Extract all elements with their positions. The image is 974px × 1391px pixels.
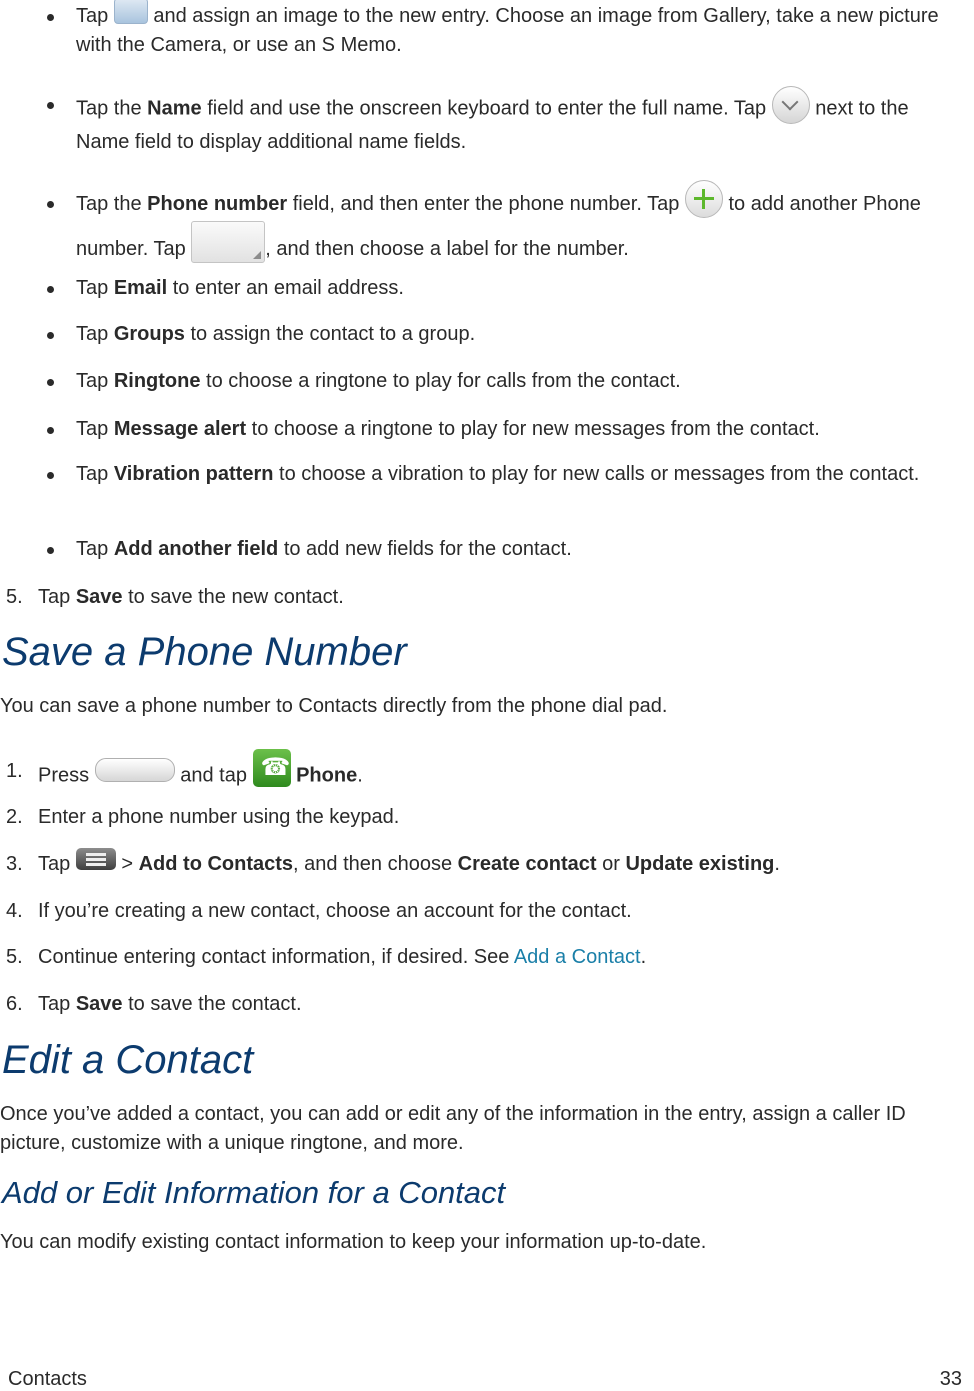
bullet-bold: Ringtone — [113, 370, 201, 392]
step-item — [0, 757, 960, 795]
step-text: . — [640, 946, 647, 968]
bullet-text: Tap — [76, 277, 114, 299]
bullet-dot — [47, 102, 54, 109]
step-number: 4. — [6, 900, 23, 922]
step-text: Tap — [38, 853, 76, 875]
bullet-text: to add new fields for the contact. — [278, 538, 572, 560]
bullet-text: Tap the — [76, 97, 148, 120]
plus-icon — [685, 180, 723, 218]
bullet-text: to choose a ringtone to play for calls from the contact. — [200, 370, 681, 392]
step-text: Enter a phone number using the keypad. — [38, 806, 400, 828]
bullet-dot — [47, 201, 54, 208]
bullet-dot — [47, 472, 54, 479]
bullet-bold: Phone number — [147, 193, 288, 215]
step-number: 3. — [6, 853, 23, 875]
step-text: If you’re creating a new contact, choose an account for the contact. — [38, 900, 632, 922]
section-intro: Once you’ve added a contact, you can add or edit any of the information in the entry, assign a caller ID picture, customize with a unique ringtone, and more. — [0, 1103, 906, 1154]
menu-key-icon — [76, 848, 116, 870]
step-item — [0, 803, 960, 832]
step-text: . — [357, 764, 363, 787]
bullet-dot — [47, 14, 54, 21]
step-text: and tap — [174, 764, 253, 787]
bullet-bold: Groups — [113, 323, 185, 345]
step-text: or — [596, 853, 626, 875]
bullet-bold: Vibration pattern — [113, 463, 274, 485]
step-bold: Create contact — [457, 853, 597, 875]
step-bold: Phone — [296, 764, 358, 787]
contact-image-icon — [114, 0, 148, 24]
step-bold: Update existing — [625, 853, 775, 875]
bullet-text: to assign the contact to a group. — [184, 323, 476, 345]
bullet-text: , and then choose a label for the number. — [265, 238, 629, 260]
bullet-item — [48, 182, 948, 272]
step-item — [0, 943, 960, 972]
bullet-text: to choose a ringtone to play for new messages from the contact. — [246, 418, 820, 440]
step-number: 6. — [6, 993, 23, 1015]
bullet-bold: Name — [147, 97, 202, 120]
bullet-item — [48, 274, 948, 303]
step-number: 5. — [6, 946, 23, 968]
subsection-heading: Add or Edit Information for a Contact — [2, 1175, 506, 1210]
bullet-item — [48, 415, 948, 444]
step-text: Continue entering contact information, if desired. See — [38, 946, 514, 968]
bullet-dot — [47, 332, 54, 339]
bullet-text: to enter an email address. — [167, 277, 404, 299]
bullet-text: Tap — [76, 418, 114, 440]
bullet-text: to add another Phone number. Tap — [76, 193, 921, 260]
bullet-bold: Message alert — [113, 418, 247, 440]
bullet-dot — [47, 379, 54, 386]
bullet-item — [48, 535, 948, 564]
bullet-text: Tap — [76, 370, 114, 392]
step-bold: Save — [75, 993, 123, 1015]
step-number: 5. — [6, 586, 23, 608]
home-key-icon — [95, 758, 175, 782]
bullet-text: next to the Name field to display additional name fields. — [76, 97, 909, 153]
bullet-bold: Email — [113, 277, 168, 299]
phone-app-icon — [253, 749, 291, 787]
section-heading-save-phone-number: Save a Phone Number — [2, 630, 407, 674]
bullet-item — [48, 367, 948, 396]
chevron-down-icon — [772, 86, 810, 124]
bullet-item — [48, 2, 948, 60]
bullet-item — [48, 460, 948, 489]
bullet-item — [48, 320, 948, 349]
step-item — [0, 897, 960, 926]
step-text: > — [115, 853, 139, 875]
page-number: 33 — [939, 1368, 962, 1390]
step-text: Tap — [38, 586, 76, 608]
bullet-text: Tap — [76, 323, 114, 345]
bullet-dot — [47, 547, 54, 554]
step-number: 1. — [6, 760, 23, 782]
bullet-text: and assign an image to the new entry. Choose an image from Gallery, take a new picture with the Camera, or use an S Memo. — [76, 5, 939, 56]
bullet-text: Tap the — [76, 193, 148, 215]
footer-chapter: Contacts — [8, 1368, 87, 1390]
step-text: , and then choose — [293, 853, 458, 875]
step-item — [0, 850, 960, 879]
step-number: 2. — [6, 806, 23, 828]
step-text: . — [774, 853, 780, 875]
bullet-text: field, and then enter the phone number. Tap — [287, 193, 685, 215]
add-a-contact-link[interactable]: Add a Contact — [513, 946, 641, 968]
step-text: Tap — [38, 993, 76, 1015]
step-bold: Add to Contacts — [138, 853, 294, 875]
bullet-dot — [47, 286, 54, 293]
bullet-dot — [47, 427, 54, 434]
step-text: to save the contact. — [122, 993, 302, 1015]
section-intro: You can save a phone number to Contacts directly from the phone dial pad. — [0, 695, 668, 717]
step-bold: Save — [75, 586, 123, 608]
bullet-text: Tap — [76, 463, 114, 485]
step-item — [0, 990, 960, 1019]
bullet-text: Tap — [76, 538, 114, 560]
step-item — [0, 583, 960, 612]
bullet-item — [48, 90, 948, 157]
bullet-text: field and use the onscreen keyboard to enter the full name. Tap — [201, 97, 772, 120]
label-dropdown-icon — [191, 221, 265, 263]
bullet-text: Tap — [76, 5, 114, 27]
bullet-text: to choose a vibration to play for new calls or messages from the contact. — [273, 463, 920, 485]
section-heading-edit-contact: Edit a Contact — [2, 1038, 254, 1082]
bullet-bold: Add another field — [113, 538, 279, 560]
step-text: Press — [38, 764, 95, 787]
step-text: to save the new contact. — [122, 586, 344, 608]
section-intro: You can modify existing contact information to keep your information up-to-date. — [0, 1231, 707, 1253]
